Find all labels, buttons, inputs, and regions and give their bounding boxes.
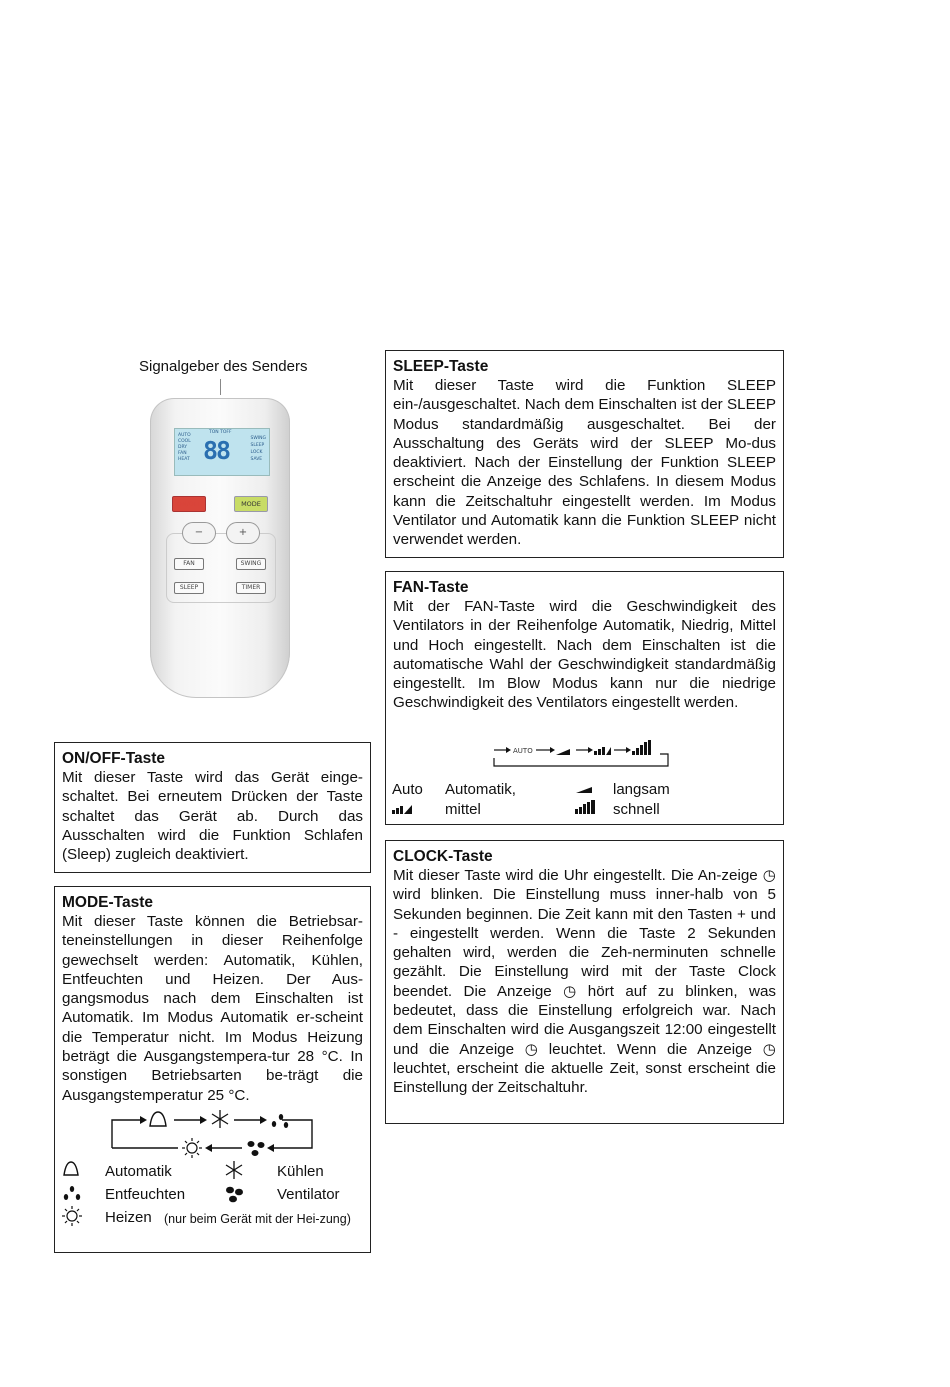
lcd-digits: 88 xyxy=(203,436,230,465)
legend-heat-note: (nur beim Gerät mit der Hei-zung) xyxy=(164,1212,351,1226)
legend-fan: Ventilator xyxy=(277,1186,340,1203)
mode-title: MODE-Taste xyxy=(62,894,154,911)
lcd-mode: DRY xyxy=(178,445,188,450)
lcd-mode: FAN xyxy=(178,451,187,456)
legend-cool: Kühlen xyxy=(277,1163,324,1180)
fan-legend-auto-key: Auto xyxy=(392,781,423,798)
remote-control-illustration xyxy=(150,398,290,700)
lcd-status: SWING xyxy=(250,436,266,441)
onoff-title: ON/OFF-Taste xyxy=(62,750,166,767)
fan-speed-diagram xyxy=(490,738,672,768)
remote-sleep-button: SLEEP xyxy=(174,582,204,594)
remote-timer-button: TIMER xyxy=(236,582,266,594)
fan-diagram-auto: AUTO xyxy=(513,747,533,755)
fan-speed-icon-mid xyxy=(594,747,611,755)
remote-fan-button: FAN xyxy=(174,558,204,570)
fan-text: Mit der FAN-Taste wird die Geschwindigkeit des Ventilators in der Reihenfolge Automatik, Niedrig, Mittel und Hoch eingestellt. Nach dem Einschalten ist die automatische Wahl der Geschwindigkeit standardmäßig eingestellt. Im Blow Modus kann nur die niedrige Geschwindigkeit des Ventilators eingestellt werden. xyxy=(393,598,776,712)
lcd-mode: COOL xyxy=(178,439,191,444)
remote-onoff-button: ON/OFF xyxy=(172,496,206,512)
auto-legend-icon xyxy=(62,1160,82,1178)
fan-legend xyxy=(392,780,782,822)
fan-legend-fast: schnell xyxy=(613,801,660,818)
fan-title: FAN-Taste xyxy=(393,579,469,596)
lcd-timer-label: TON TOFF xyxy=(209,430,232,435)
heat-mode-icon xyxy=(182,1138,202,1158)
fan-legend-medium-icon xyxy=(392,803,414,815)
lcd-status: LOCK xyxy=(250,450,263,455)
remote-caption: Signalgeber des Senders xyxy=(139,358,308,375)
legend-heat: Heizen xyxy=(105,1209,152,1226)
remote-plus-button: + xyxy=(226,522,260,544)
mode-legend xyxy=(62,1160,362,1250)
fan-mode-icon xyxy=(248,1141,265,1156)
clock-text: Mit dieser Taste wird die Uhr eingestellt. Die An-zeige ◷ wird blinken. Die Einstellung muss inner-halb von 5 Sekunden beginnen. Die Zeit kann mit den Tasten + und - eingestellt werden. Wenn die Taste 2 Sekunden gehalten wird, werden die Zeh-nerminuten schnelle gezählt. Die Einstellung wird mit der Taste Clock beendet. Die Anzeige ◷ hört auf zu blinken, was bedeutet, dass die Einstellung erfolgreich war. Nach dem Einschalten wird die Ausgangszeit 12:00 eingestellt und die Anzeige ◷ leuchtet. Wenn die Anzeige ◷ leuchtet, erscheint die aktuelle Zeit, sonst erscheint die Einstellung der Zeitschaltuhr. xyxy=(393,867,776,1097)
cycle-line-left xyxy=(112,1120,140,1148)
sleep-title: SLEEP-Taste xyxy=(393,358,489,375)
cool-legend-icon xyxy=(224,1160,244,1180)
cool-mode-icon xyxy=(212,1110,228,1128)
legend-auto: Automatik xyxy=(105,1163,172,1180)
fan-legend-fast-icon xyxy=(575,799,599,815)
fan-legend-medium: mittel xyxy=(445,801,481,818)
mode-cycle-diagram xyxy=(100,1104,322,1160)
lcd-status: SAVE xyxy=(250,457,263,462)
auto-mode-icon xyxy=(150,1112,166,1126)
legend-dry: Entfeuchten xyxy=(105,1186,186,1203)
sleep-text: Mit dieser Taste wird die Funktion SLEEP ein-/ausgeschaltet. Nach dem Einschalten ist der SLEEP Modus standardmäßig ausgeschaltet. Bei der Ausschaltung des Geräts wird der SLEEP Mo-dus deaktiviert. Nach der Einstellung der Funktion SLEEP erscheint die Anzeige des Schlafens. In diesem Modus kann die Zeitschaltuhr eingestellt werden. Im Modus Ventilator und Automatik kann die Funktion SLEEP nicht verwendet werden. xyxy=(393,377,776,549)
remote-lcd-display xyxy=(174,428,270,476)
fan-legend-auto: Automatik, xyxy=(445,781,516,798)
onoff-section xyxy=(54,742,371,873)
clock-title: CLOCK-Taste xyxy=(393,848,493,865)
fan-legend-slow-icon xyxy=(575,784,593,794)
lcd-mode-list xyxy=(178,433,191,463)
caption-leader-line xyxy=(220,379,221,395)
arrow-head xyxy=(140,1116,147,1124)
remote-mode-button: MODE xyxy=(234,496,268,512)
lcd-mode: AUTO xyxy=(178,433,191,438)
lcd-status-list xyxy=(251,435,267,463)
fan-legend-icon xyxy=(224,1183,244,1203)
lcd-status: SLEEP xyxy=(250,443,265,448)
sleep-section xyxy=(385,350,784,558)
lcd-mode: HEAT xyxy=(178,457,190,462)
mode-text: Mit dieser Taste können die Betriebsar-teneinstellungen in dieser Reihenfolge gewechselt werden: Automatik, Kühlen, Entfeuchten und Heizen. Der Aus-gangsmodus nach dem Einschalten ist Automatik. Im Modus Automatik er-scheint die Temperatur nicht. Im Modus Heizung beträgt die Ausgangstempera-tur 28 °C. In sonstigen Betriebsarten be-trägt die Ausgangstemperatur 25 °C. xyxy=(62,913,363,1104)
dry-mode-icon xyxy=(272,1114,288,1128)
dry-legend-icon xyxy=(62,1183,82,1203)
remote-minus-button: − xyxy=(182,522,216,544)
fan-speed-icon-low xyxy=(556,749,570,755)
remote-swing-button: SWING xyxy=(236,558,266,570)
onoff-text: Mit dieser Taste wird das Gerät einge-schaltet. Bei erneutem Drücken der Taste schaltet das Gerät ab. Durch das Ausschalten wird die Funktion Schlafen (Sleep) zugleich deaktiviert. xyxy=(62,769,363,864)
fan-speed-icon-high xyxy=(632,740,651,755)
fan-legend-slow: langsam xyxy=(613,781,670,798)
heat-legend-icon xyxy=(62,1206,82,1226)
clock-section xyxy=(385,840,784,1124)
